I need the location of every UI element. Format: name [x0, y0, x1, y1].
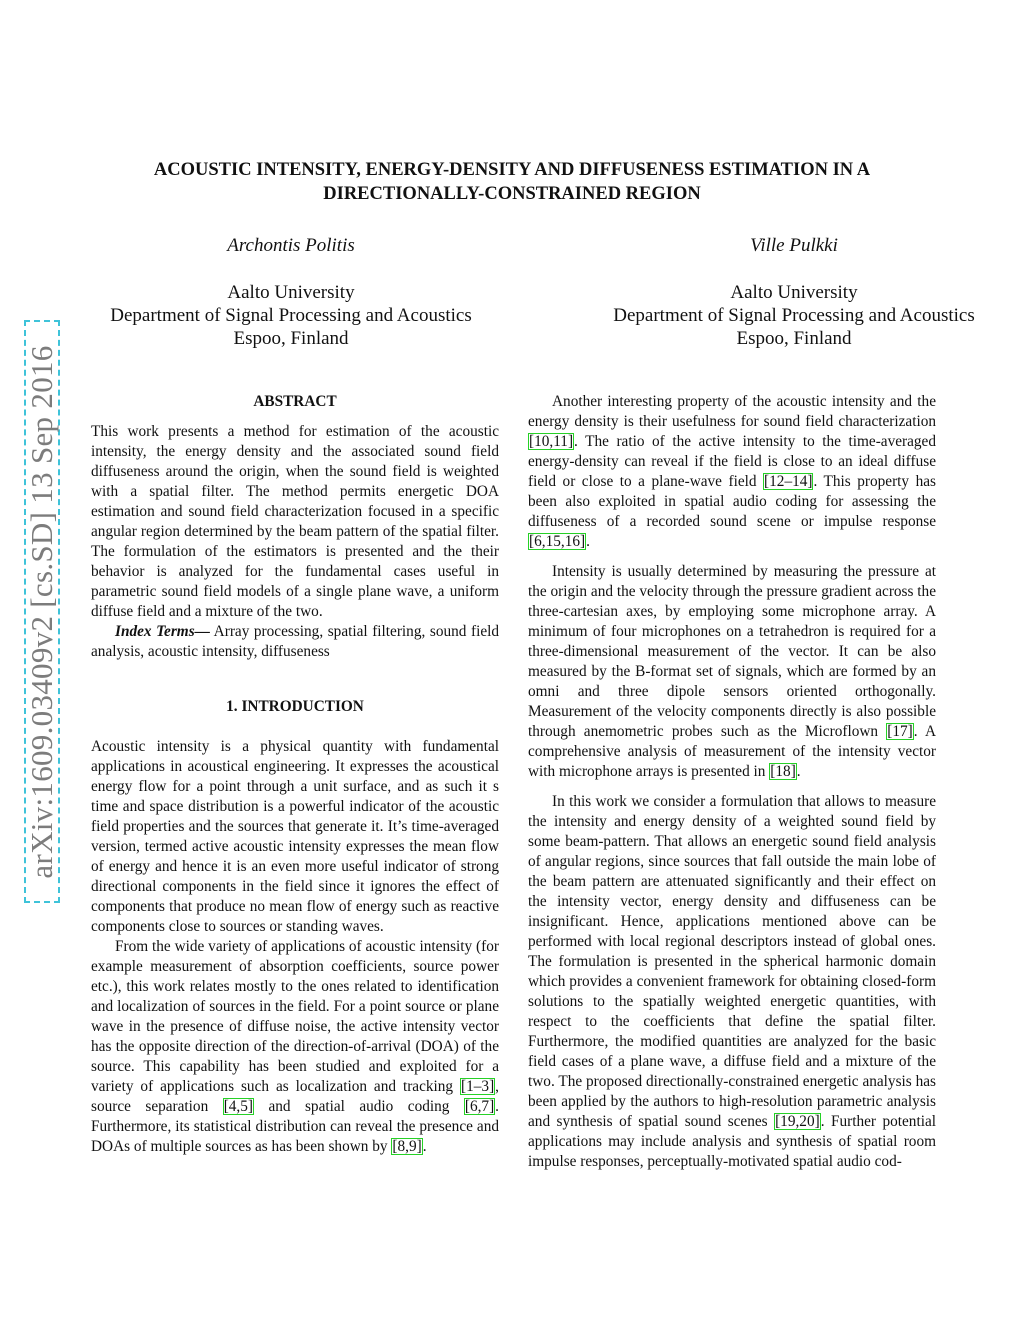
arxiv-stamp [24, 320, 64, 905]
author-name: Archontis Politis [227, 235, 355, 256]
citation-link[interactable]: [6,7] [464, 1098, 495, 1115]
abstract-heading: ABSTRACT [253, 393, 337, 410]
title-line-1: ACOUSTIC INTENSITY, ENERGY-DENSITY AND DIFFUSENESS ESTIMATION IN A [153, 160, 871, 180]
introduction-heading: 1. INTRODUCTION [226, 698, 364, 715]
author-name: Ville Pulkki [750, 235, 838, 256]
right-column [528, 392, 936, 1172]
intro-paragraph-2: From the wide variety of applications of acoustic intensity (for example measurement of absorption coefficients, source power etc.), this work relates mostly to the ones related to identification and localization of sources in the field. For a point source or plane wave in the presence of diffuse noise, the active intensity vector has the opposite direction of the direction-of-arrival (DOA) of the source. This capability has been studied and exploited for a variety of applications such as localization and tracking [1–3], source separation [4,5] and spatial audio coding [6,7]. Furthermore, its statistical distribution can reveal the presence and DOAs of multiple sources as has been shown by [8,9]. [91, 938, 499, 1155]
citation-link[interactable]: [17] [887, 723, 913, 740]
author-block-2 [583, 234, 1005, 350]
author-block-1 [80, 234, 502, 350]
paper-title [100, 158, 924, 206]
intro-paragraph-5: In this work we consider a formulation that allows to measure the intensity and energy density of a weighted sound field by some beam-pattern. That allows an energetic sound field analysis of angular regions, since sources that fall outside the main lobe of the beam pattern are attenuated significantly and their effect on the intensity vector, energy density and diffuseness can be insignificant. Hence, applications mentioned above can be performed with local regional descriptors instead of global ones. The formulation is presented in the spherical harmonic domain which provides a convenient framework for obtaining closed-form solutions to the spatially weighted energetic quantities, with respect to the coefficients that define the spatial filter. Furthermore, the modified quantities are analyzed for the basic field cases of a plane wave, a diffuse field and a mixture of the two. The proposed directionally-constrained energetic analysis has been applied by the authors to high-resolution parametric analysis and synthesis of spatial sound scenes [19,20]. Further potential applications may include analysis and synthesis of spatial room impulse responses, perceptually-motivated spatial audio cod- [528, 793, 936, 1170]
intro-paragraph-1: Acoustic intensity is a physical quantity with fundamental applications in acoustical engineering. It expresses the acoustical energy flow for a point through a unit surface, and as such it s time and space distribution is a powerful indicator of the acoustic field properties and the sources that generate it. It’s time-averaged version, termed active acoustic intensity expresses the mean flow of energy and hence it is an even more useful indicator of strong directional components in the field since it ignores the effect of components that produce no mean flow of energy such as reactive components close to sources or standing waves. [91, 738, 499, 935]
title-line-2: DIRECTIONALLY-CONSTRAINED REGION [323, 184, 701, 204]
citation-link[interactable]: [4,5] [223, 1098, 253, 1115]
author-department: Department of Signal Processing and Acoustics [613, 305, 975, 326]
author-department: Department of Signal Processing and Acoustics [110, 305, 472, 326]
citation-link[interactable]: [18] [770, 763, 796, 780]
index-terms-label: Index Terms— [115, 623, 210, 640]
author-location: Espoo, Finland [233, 328, 349, 349]
author-location: Espoo, Finland [736, 328, 852, 349]
abstract-text: This work presents a method for estimation of the acoustic intensity, the energy density and the associated sound field diffuseness around the origin, when the sound field is weighted with a spatial filter. The method permits energetic DOA estimation and sound field characterization focused in a specific angular region determined by the beam pattern of the spatial filter. The formulation of the estimators is presented and the their behavior is analyzed for the fundamental cases useful in parametric sound field models of a single plane wave, a uniform diffuse field and a mixture of the two. [91, 423, 499, 620]
left-column [91, 392, 499, 1157]
citation-link[interactable]: [12–14] [764, 473, 813, 490]
intro-paragraph-3: Another interesting property of the acoustic intensity and the energy density is their usefulness for sound field characterization [10,11]. The ratio of the active intensity to the time-averaged energy-density can reveal if the field is close to an ideal diffuse field or close to a plane-wave field [12–14]. This property has been also exploited in spatial audio coding for assessing the diffuseness of a recorded sound scene or impulse response [6,15,16]. [528, 393, 936, 550]
author-affiliation: Aalto University [227, 282, 355, 303]
citation-link[interactable]: [10,11] [529, 433, 574, 450]
citation-link[interactable]: [6,15,16] [529, 533, 586, 550]
citation-link[interactable]: [19,20] [775, 1113, 820, 1130]
citation-link[interactable]: [1–3] [461, 1078, 495, 1095]
index-terms [91, 622, 499, 662]
arxiv-identifier: arXiv:1609.03409v2 [cs.SD] 13 Sep 2016 [24, 345, 59, 879]
author-affiliation: Aalto University [730, 282, 858, 303]
citation-link[interactable]: [8,9] [392, 1138, 422, 1155]
intro-paragraph-4: Intensity is usually determined by measuring the pressure at the origin and the velocity through the pressure gradient across the three-cartesian axes, by employing some microphone array. A minimum of four microphones on a tetrahedron is required for a three-dimensional measurement of the vector. It can be also measured by the B-format set of signals, which are formed by an omni and three dipole sensors oriented orthogonally. Measurement of the velocity components directly is also possible through anemometric probes such as the Microflown [17]. A comprehensive analysis of measurement of the intensity vector with microphone arrays is presented in [18]. [528, 563, 936, 780]
index-terms-text: Array processing, spatial filtering, sound field analysis, acoustic intensity, diffuseness [91, 623, 500, 660]
